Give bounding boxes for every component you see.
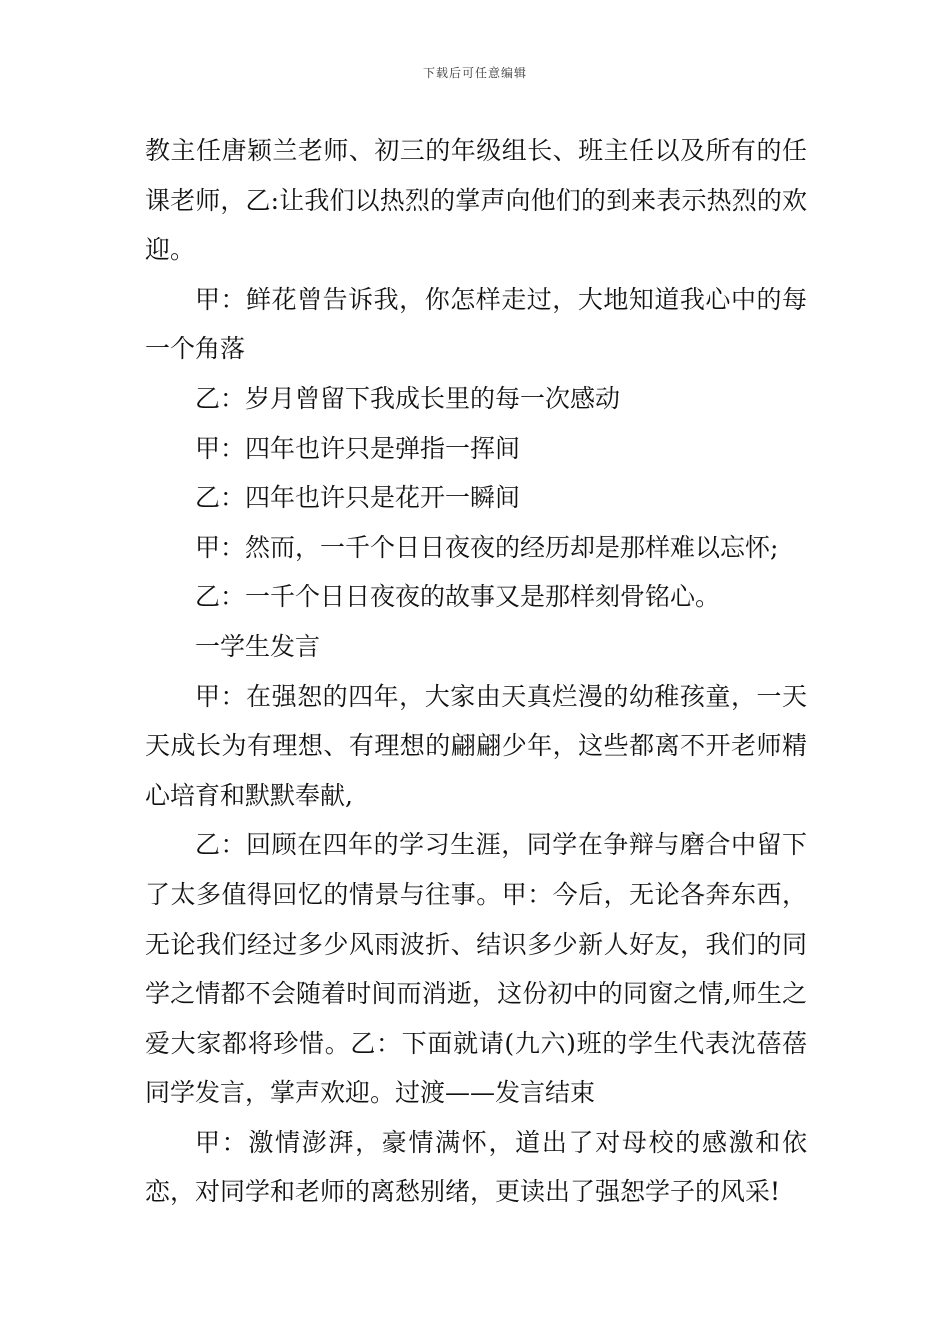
paragraph: 乙：四年也许只是花开一瞬间: [195, 483, 521, 513]
paragraph: 甲：激情澎湃，豪情满怀，道出了对母校的感激和依恋，对同学和老师的离愁别绪，更读出了强恕学子的风采!: [145, 1127, 807, 1207]
document-body: [145, 126, 807, 1217]
paragraph: 甲：在强恕的四年，大家由天真烂漫的幼稚孩童，一天天成长为有理想、有理想的翩翩少年，这些都离不开老师精心培育和默默奉献,: [145, 681, 807, 810]
paragraph: 乙：回顾在四年的学习生涯，同学在争辩与磨合中留下了太多值得回忆的情景与往事。甲：今后，无论各奔东西，无论我们经过多少风雨波折、结识多少新人好友，我们的同学之情都不会随着时间而消逝，这份初中的同窗之情,师生之爱大家都将珍惜。乙：下面就请(九六)班的学生代表沈蓓蓓同学发言，掌声欢迎。过渡——发言结束: [145, 830, 807, 1108]
paragraph: 甲：鲜花曾告诉我，你怎样走过，大地知道我心中的每一个角落: [145, 284, 807, 364]
paragraph: 乙：岁月曾留下我成长里的每一次感动: [195, 383, 621, 413]
paragraph: 甲：然而，一千个日日夜夜的经历却是那样难以忘怀;: [195, 532, 779, 562]
paragraph: 乙：一千个日日夜夜的故事又是那样刻骨铭心。: [195, 582, 721, 612]
paragraph: 甲：四年也许只是弹指一挥间: [195, 433, 521, 463]
page-header: 下载后可任意编辑: [422, 66, 527, 80]
section-heading: 一学生发言: [195, 631, 321, 661]
paragraph: 教主任唐颖兰老师、初三的年级组长、班主任以及所有的任课老师，乙:让我们以热烈的掌声向他们的到来表示热烈的欢迎。: [145, 136, 807, 265]
